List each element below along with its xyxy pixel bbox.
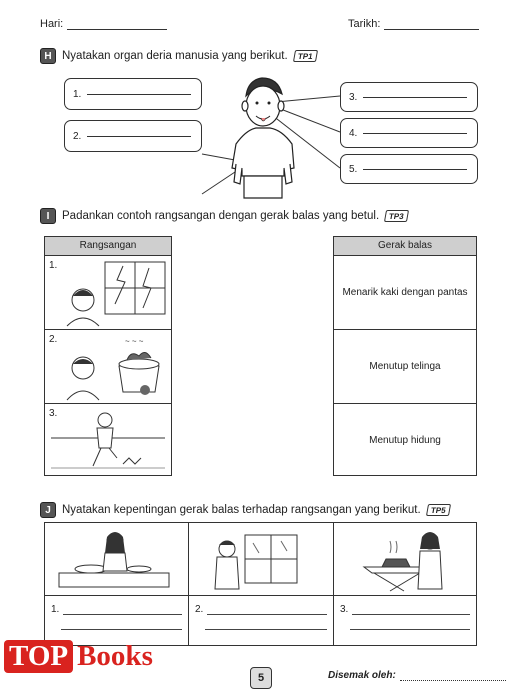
ironing-scene-image [334, 523, 476, 595]
response-row-2[interactable]: Menutup telinga [334, 330, 476, 404]
stimulus-num-2: 2. [49, 334, 58, 345]
eye-left [256, 102, 259, 105]
svg-text:~ ~ ~: ~ ~ ~ [125, 337, 144, 346]
response-row-3[interactable]: Menutup hidung [369, 434, 441, 446]
section-i-tp-badge: TP3 [384, 210, 409, 222]
stimulus-num-3: 3. [49, 408, 58, 419]
importance-image-3 [334, 523, 476, 595]
importance-answer-3[interactable] [334, 596, 476, 646]
stimulus-row-1 [45, 256, 171, 330]
importance-table [44, 522, 477, 646]
importance-image-1 [45, 523, 189, 595]
tarikh-label: Tarikh: [348, 18, 381, 30]
section-h-text: Nyatakan organ deria manusia yang berikut. [62, 50, 288, 62]
section-j-tp-badge: TP5 [426, 504, 451, 516]
sense-organ-label-4: 4. [349, 127, 358, 139]
responses-table [333, 236, 477, 476]
sense-organ-label-5: 5. [349, 163, 358, 175]
responses-header: Gerak balas [334, 237, 476, 256]
page-number-badge: 5 [250, 667, 272, 689]
section-h-letter: H [40, 48, 56, 64]
window-scene-image [189, 523, 333, 595]
disemak-label: Disemak oleh: [328, 670, 396, 681]
stimuli-header: Rangsangan [45, 237, 171, 256]
importance-images-row [45, 523, 476, 596]
section-i-letter: I [40, 208, 56, 224]
section-j-letter: J [40, 502, 56, 518]
stimuli-table [44, 236, 172, 476]
cooking-scene-image [45, 523, 188, 595]
section-h-tp-badge: TP1 [293, 50, 318, 62]
connector-line-4 [278, 108, 340, 132]
stimulus-num-1: 1. [49, 260, 58, 271]
section-i-title [40, 208, 408, 224]
sense-organ-label-2: 2. [73, 130, 82, 142]
garbage-smell-image [45, 330, 171, 402]
connector-line-3 [276, 96, 340, 102]
response-row-1[interactable]: Menarik kaki dengan pantas [334, 256, 476, 330]
section-i-text: Padankan contoh rangsangan dengan gerak balas yang betul. [62, 210, 380, 222]
answer-num-1: 1. [51, 604, 60, 615]
answer-num-2: 2. [195, 604, 204, 615]
disemak-field [328, 670, 506, 681]
stimulus-row-3 [45, 404, 171, 476]
topbooks-watermark [4, 640, 153, 673]
section-j-text: Nyatakan kepentingan gerak balas terhadap rangsangan yang berikut. [62, 504, 421, 516]
tarikh-line[interactable] [384, 29, 479, 30]
importance-image-2 [189, 523, 334, 595]
section-j-title [40, 502, 449, 518]
importance-answer-1[interactable] [45, 596, 189, 646]
watermark-books: Books [77, 640, 153, 672]
sense-organ-label-1: 1. [73, 88, 82, 100]
eye-right [268, 102, 271, 105]
hari-label: Hari: [40, 18, 64, 30]
hari-line[interactable] [67, 29, 167, 30]
stepping-on-sharp-image [45, 404, 171, 474]
sense-organ-label-3: 3. [349, 91, 358, 103]
lightning-scene-image [45, 256, 171, 328]
hari-field [40, 18, 167, 30]
answer-num-3: 3. [340, 604, 349, 615]
disemak-line[interactable] [400, 680, 506, 681]
importance-answer-2[interactable] [189, 596, 334, 646]
stimulus-row-2 [45, 330, 171, 404]
watermark-top: TOP [4, 640, 73, 673]
boy-illustration [0, 60, 515, 200]
tarikh-field [348, 18, 479, 30]
importance-answers-row [45, 596, 476, 646]
